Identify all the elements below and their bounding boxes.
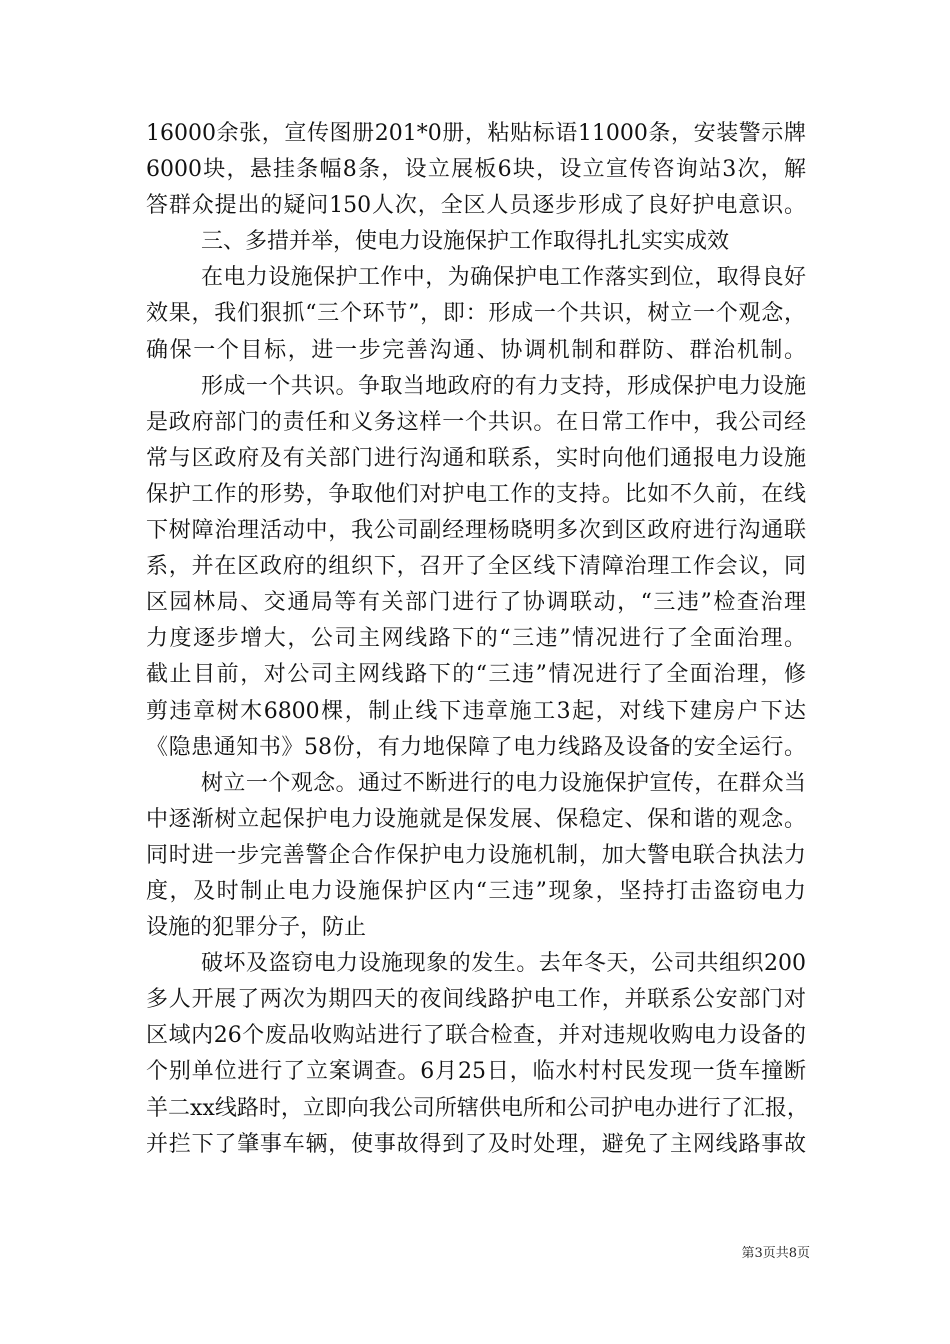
text-line-13: 系，并在区政府的组织下，召开了全区线下清障治理工作会议，同 bbox=[146, 554, 806, 580]
text-line-2: 6000块，悬挂条幅8条，设立展板6块，设立宣传咨询站3次，解 bbox=[146, 157, 806, 183]
text-line-19: 树立一个观念。通过不断进行的电力设施保护宣传，在群众当 bbox=[201, 770, 806, 796]
text-line-14: 区园林局、交通局等有关部门进行了协调联动，“三违”检查治理 bbox=[146, 590, 806, 616]
text-line-28: 羊二xx线路时，立即向我公司所辖供电所和公司护电办进行了汇报， bbox=[146, 1095, 809, 1121]
text-line-15: 力度逐步增大，公司主网线路下的“三违”情况进行了全面治理。 bbox=[146, 626, 806, 652]
text-line-21: 同时进一步完善警企合作保护电力设施机制，加大警电联合执法力 bbox=[146, 842, 806, 868]
body-text bbox=[146, 116, 809, 1163]
text-line-29: 并拦下了肇事车辆，使事故得到了及时处理，避免了主网线路事故 bbox=[146, 1131, 806, 1157]
text-line-7: 确保一个目标，进一步完善沟通、协调机制和群防、群治机制。 bbox=[146, 337, 806, 363]
text-line-26: 区域内26个废品收购站进行了联合检查，并对违规收购电力设备的 bbox=[146, 1023, 806, 1049]
text-line-9: 是政府部门的责任和义务这样一个共识。在日常工作中，我公司经 bbox=[146, 409, 806, 435]
text-line-25: 多人开展了两次为期四天的夜间线路护电工作，并联系公安部门对 bbox=[146, 987, 806, 1013]
text-line-3: 答群众提出的疑问150人次，全区人员逐步形成了良好护电意识。 bbox=[146, 193, 806, 219]
text-line-20: 中逐渐树立起保护电力设施就是保发展、保稳定、保和谐的观念。 bbox=[146, 806, 806, 832]
text-line-6: 效果，我们狠抓“三个环节”，即：形成一个共识，树立一个观念， bbox=[146, 301, 806, 327]
text-line-8: 形成一个共识。争取当地政府的有力支持，形成保护电力设施 bbox=[201, 373, 806, 399]
text-line-16: 截止目前，对公司主网线路下的“三违”情况进行了全面治理，修 bbox=[146, 662, 806, 688]
text-line-5: 在电力设施保护工作中，为确保护电工作落实到位，取得良好 bbox=[201, 265, 806, 291]
text-line-22: 度，及时制止电力设施保护区内“三违”现象，坚持打击盗窃电力 bbox=[146, 878, 806, 904]
text-line-10: 常与区政府及有关部门进行沟通和联系，实时向他们通报电力设施 bbox=[146, 445, 806, 471]
text-line-11: 保护工作的形势，争取他们对护电工作的支持。比如不久前，在线 bbox=[146, 481, 806, 507]
text-line-23: 设施的犯罪分子，防止 bbox=[146, 915, 367, 941]
text-line-27: 个别单位进行了立案调查。6月25日，临水村村民发现一货车撞断 bbox=[146, 1059, 806, 1085]
text-line-18: 《隐患通知书》58份，有力地保障了电力线路及设备的安全运行。 bbox=[146, 734, 806, 760]
text-line-17: 剪违章树木6800棵，制止线下违章施工3起，对线下建房户下达 bbox=[146, 698, 806, 724]
page-number: 第3页共8页 bbox=[741, 1246, 810, 1261]
text-line-12: 下树障治理活动中，我公司副经理杨晓明多次到区政府进行沟通联 bbox=[146, 518, 806, 544]
section-heading: 三、多措并举，使电力设施保护工作取得扎扎实实成效 bbox=[201, 229, 730, 255]
text-line-1: 16000余张，宣传图册201*0册，粘贴标语11000条，安装警示牌 bbox=[146, 121, 806, 146]
text-line-24: 破坏及盗窃电力设施现象的发生。去年冬天，公司共组织200 bbox=[201, 951, 806, 977]
